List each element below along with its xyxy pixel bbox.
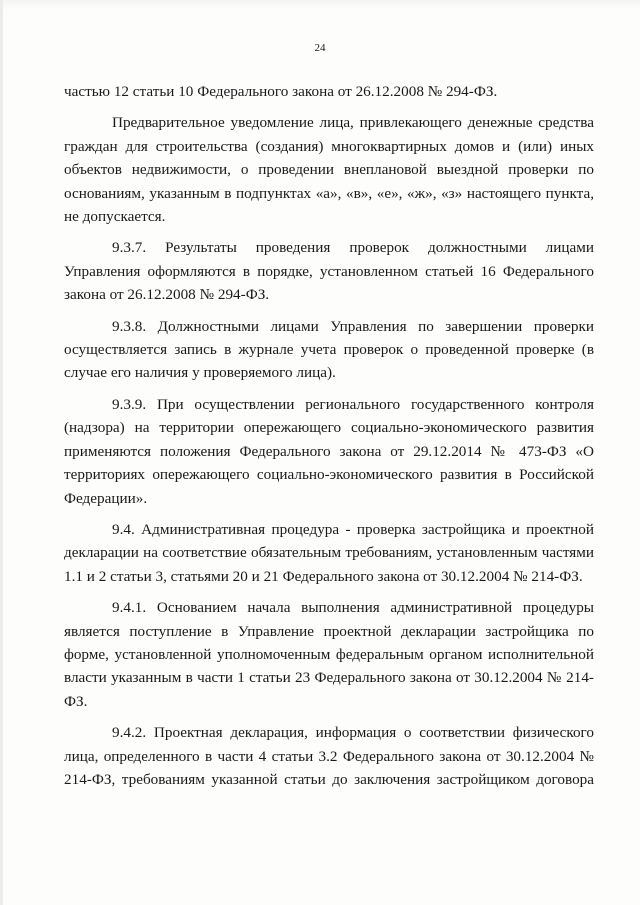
paragraph-9-3-9: 9.3.9. При осуществлении регионального государственного контроля (надзора) на территории опережающего социально-экономического развития применяются положения Федерального закона от 29.12.2014 № 473-ФЗ «О территориях опережающего социально-экономического развития в Российской Федерации». [64,395,594,507]
paragraph-notice: Предварительное уведомление лица, привлекающего денежные средства граждан для строительства (создания) многоквартирных домов и (или) иных объектов недвижимости, о проведении внеплановой выездной проверки по основаниям, указанным в подпунктах «а», «в», «е», «ж», «з» настоящего пункта, не допускается. [64,114,594,226]
page-number: 24 [314,42,326,54]
paragraph-continuation: частью 12 статьи 10 Федерального закона от 26.12.2008 № 294-ФЗ. [64,83,498,100]
paragraph-9-4-2: 9.4.2. Проектная декларация, информация о соответствии физического лица, определенного в части 4 статьи 3.2 Федерального закона от 30.12.2004 № 214-ФЗ, требованиям указанной статьи до заключения застройщиком договора [64,724,594,788]
paragraph-9-4-1: 9.4.1. Основанием начала выполнения административной процедуры является поступление в Управление проектной декларации застройщика по форме, установленной уполномоченным федеральным органом исполнительной власти указанным в части 1 статьи 23 Федерального закона от 30.12.2004 № 214-ФЗ. [64,599,594,710]
paragraph-9-4: 9.4. Административная процедура - проверка застройщика и проектной декларации на соответствие обязательным требованиям, установленным частями 1.1 и 2 статьи 3, статьями 20 и 21 Федерального закона от 30.12.2004 № 214-ФЗ. [64,520,594,585]
scan-left-edge [0,0,3,905]
scan-top-shadow [0,0,640,10]
paragraph-9-3-7: 9.3.7. Результаты проведения проверок должностными лицами Управления оформляются в порядке, установленном статьей 16 Федерального закона от 26.12.2008 № 294-ФЗ. [64,239,594,304]
body-text [64,80,594,791]
paragraph-9-3-8: 9.3.8. Должностными лицами Управления по завершении проверки осуществляется запись в журнале учета проверок о проведенной проверке (в случае его наличия у проверяемого лица). [64,317,594,382]
